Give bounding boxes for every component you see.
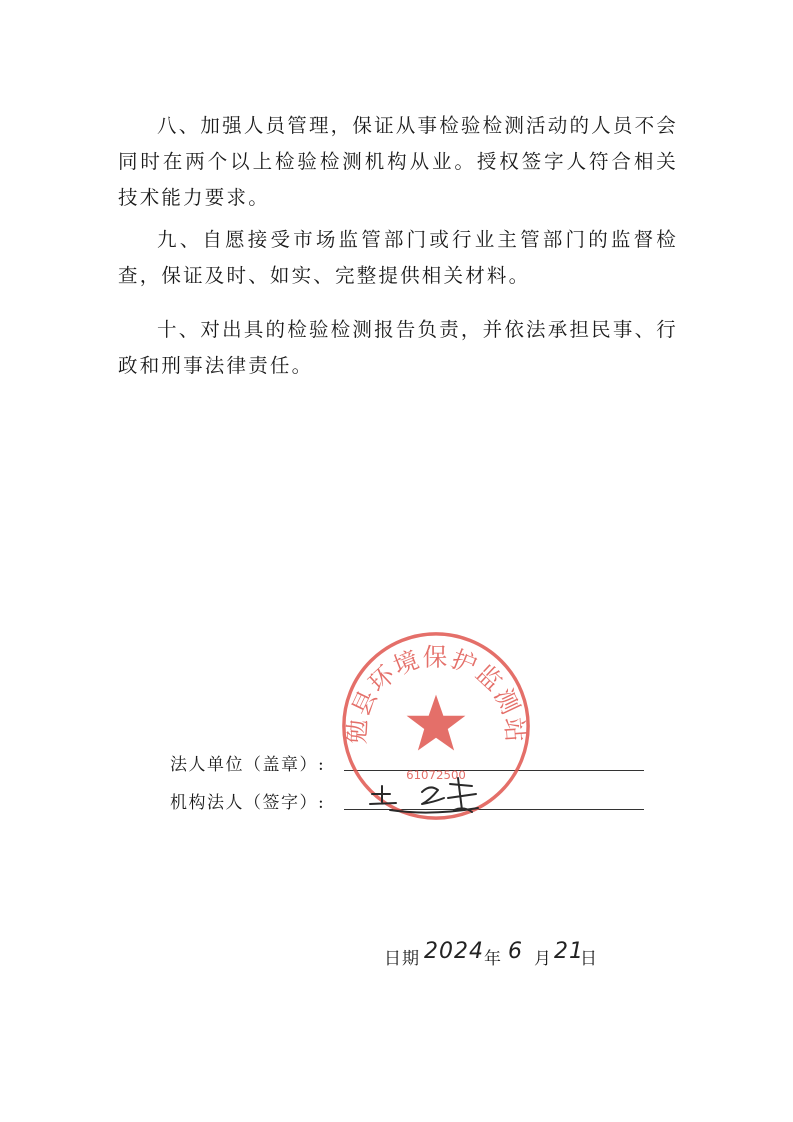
- date-day-unit: 日: [580, 949, 598, 969]
- unit-seal-label: 法人单位（盖章）:: [170, 755, 326, 775]
- date-year-unit: 年: [484, 949, 502, 969]
- date-month-unit: 月: [534, 949, 552, 969]
- commitment-item-8: 八、加强人员管理，保证从事检验检测活动的人员不会同时在两个以上检验检测机构从业。授权签字人符合相关技术能力要求。: [118, 114, 678, 209]
- seal-text: 勉县环境保护监测站: [341, 642, 531, 745]
- seal-number: 61072500: [406, 767, 466, 782]
- date-day: 21: [554, 939, 584, 964]
- date-label: 日期: [384, 949, 420, 969]
- legal-rep-label: 机构法人（签字）:: [170, 793, 326, 813]
- handwritten-signature: [360, 767, 520, 820]
- star-icon: [407, 695, 466, 751]
- commitment-item-10: 十、对出具的检验检测报告负责，并依法承担民事、行政和刑事法律责任。: [118, 318, 678, 377]
- date-year: 2024: [424, 939, 484, 964]
- commitment-item-9: 九、自愿接受市场监管部门或行业主管部门的监督检查，保证及时、如实、完整提供相关材料。: [118, 228, 678, 287]
- date-month: 6: [508, 939, 523, 964]
